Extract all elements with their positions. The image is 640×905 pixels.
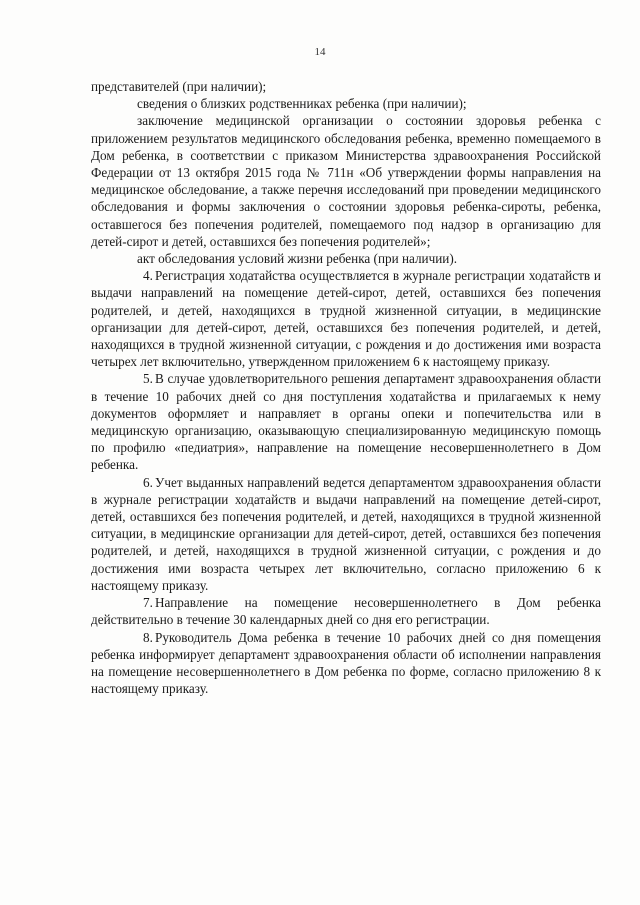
paragraph-living-conditions xyxy=(91,250,601,267)
clause-number: 6. xyxy=(143,474,153,490)
paragraph-text: акт обследования условий жизни ребенка (при наличии). xyxy=(137,251,458,267)
clause-7 xyxy=(91,594,601,628)
paragraph-text: сведения о близких родственниках ребенка (при наличии); xyxy=(137,96,467,112)
clause-text: Регистрация ходатайства осуществляется в журнале регистрации ходатайств и выдачи направлений на помещение детей-сирот, детей, оставшихся без попечения родителей, и детей, находящихся в трудной жизненной ситуации, в медицинские организации для детей-сирот, детей, оставшихся без попечения родителей, и детей, находящихся в трудной жизненной ситуации, с рождения и до достижения ими возраста четырех лет включительно, утвержденном приложением 6 к настоящему приказу. xyxy=(91,268,601,370)
clause-number: 5. xyxy=(143,371,153,387)
clause-number: 8. xyxy=(143,629,153,645)
clause-5 xyxy=(91,370,601,473)
clause-6 xyxy=(91,474,601,594)
clause-number: 7. xyxy=(143,595,153,611)
clause-text: В случае удовлетворительного решения департамент здравоохранения области в течение 10 рабочих дней со дня поступления ходатайства и прилагаемых к нему документов оформляет и направляет в органы опеки и попечительства или в медицинскую организацию, оказывающую специализированную медицинскую помощь по профилю «педиатрия», направление на помещение несовершеннолетнего в Дом ребенка. xyxy=(91,371,601,473)
page-number: 14 xyxy=(314,46,326,58)
clause-text: Учет выданных направлений ведется департаментом здравоохранения области в журнале регистрации ходатайств и выдачи направлений на помещение детей-сирот, детей, оставшихся без попечения родителей, и детей, находящихся в трудной жизненной ситуации, в медицинские организации для детей-сирот, детей, оставшихся без попечения родителей, и детей, находящихся в трудной жизненной ситуации, с рождения и до достижения ими возраста четырех лет включительно, согласно приложению 6 к настоящему приказу. xyxy=(91,474,601,593)
paragraph-text: заключение медицинской организации о состоянии здоровья ребенка с приложением результатов медицинского обследования ребенка, временно помещаемого в Дом ребенка, в соответствии с приказом Министерства здравоохранения Российской Федерации от 13 октября 2015 года № 711н «Об утверждении формы направления на медицинское обследование, а также перечня исследований при проведении медицинского обследования и формы заключения о состоянии здоровья ребенка-сироты, ребенка, оставшегося без попечения родителей, помещаемого под надзор в организацию для детей-сирот и детей, оставшихся без попечения родителей»; xyxy=(91,113,601,249)
document-body xyxy=(91,78,601,697)
clause-4 xyxy=(91,267,601,370)
paragraph-relatives xyxy=(91,95,601,112)
paragraph-medical-conclusion xyxy=(91,112,601,250)
clause-8 xyxy=(91,629,601,698)
paragraph-text: представителей (при наличии); xyxy=(91,79,267,94)
clause-text: Руководитель Дома ребенка в течение 10 рабочих дней со дня помещения ребенка информирует департамент здравоохранения области об исполнении направления на помещение несовершеннолетнего в Дом ребенка по форме, согласно приложению 8 к настоящему приказу. xyxy=(91,629,601,697)
paragraph-representatives xyxy=(91,78,601,95)
clause-text: Направление на помещение несовершеннолетнего в Дом ребенка действительно в течение 30 календарных дней со дня его регистрации. xyxy=(91,595,601,628)
clause-number: 4. xyxy=(143,268,153,284)
